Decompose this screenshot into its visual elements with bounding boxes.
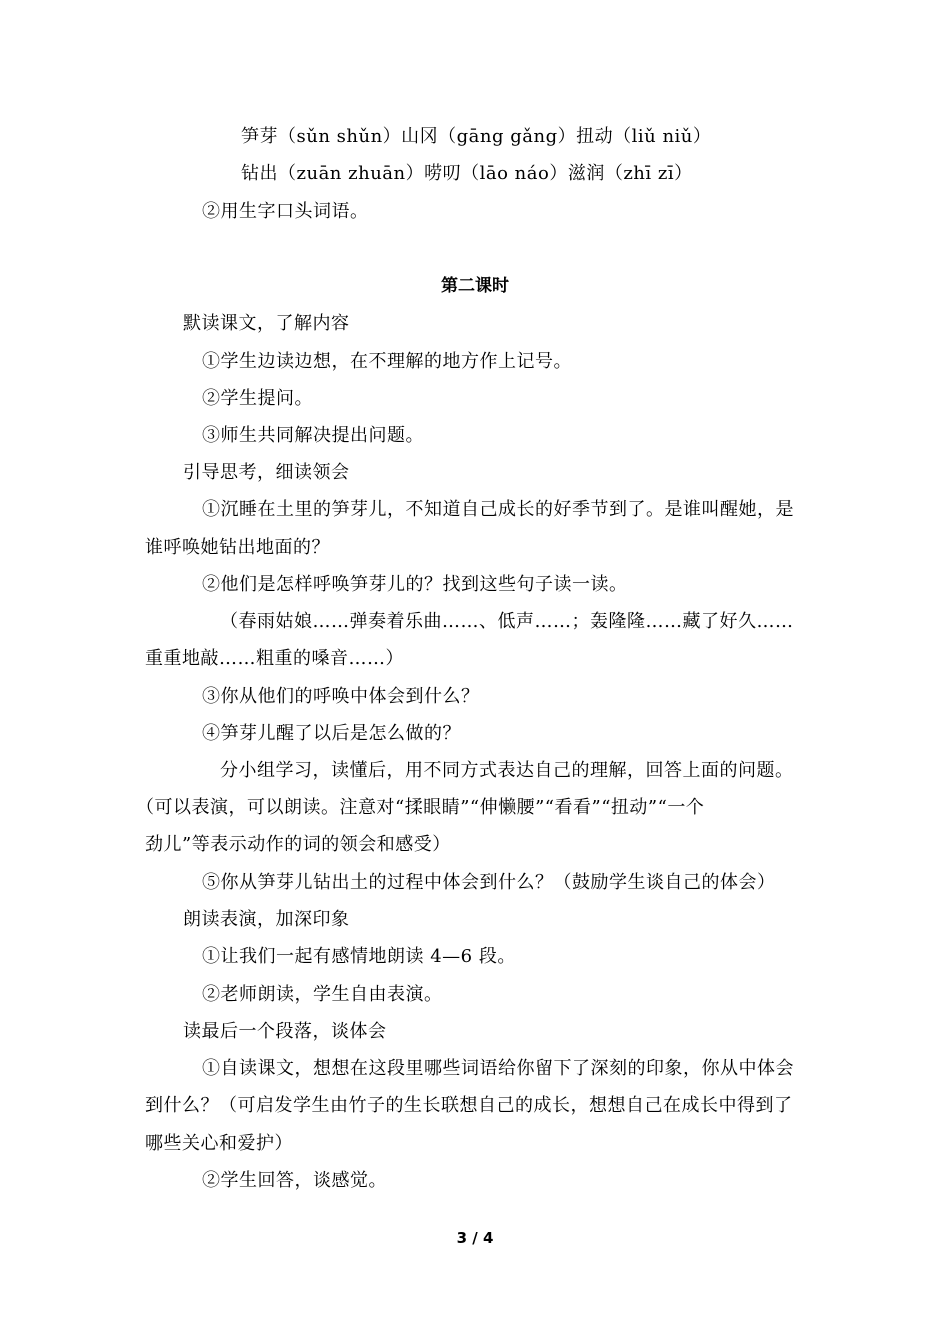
section1-title: 默读课文，了解内容 [183, 313, 350, 334]
section4-p2: ②学生回答，谈感觉。 [202, 1170, 387, 1191]
section3-title: 朗读表演，加深印象 [183, 909, 350, 930]
section4-p1-line1: ①自读课文，想想在这段里哪些词语给你留下了深刻的印象，你从中体会 [202, 1058, 794, 1079]
section3-item-2: ②老师朗读，学生自由表演。 [202, 984, 443, 1005]
section2-q4: ④笋芽儿醒了以后是怎么做的？ [202, 723, 461, 744]
section4-p1-line2: 到什么？（可启发学生由竹子的生长联想自己的成长，想想自己在成长中得到了 [145, 1095, 793, 1116]
page-number: 3 / 4 [456, 1229, 494, 1247]
section2-q3: ③你从他们的呼唤中体会到什么？ [202, 686, 480, 707]
oral-words-item: ②用生字口头词语。 [202, 201, 369, 222]
section2-quote-line2: 重重地敲……粗重的嗓音……） [145, 648, 404, 669]
section4-p1-line3: 哪些关心和爱护） [145, 1133, 293, 1154]
section2-title: 引导思考，细读领会 [183, 462, 350, 483]
section2-q5: ⑤你从笋芽儿钻出土的过程中体会到什么？（鼓励学生谈自己的体会） [202, 872, 776, 893]
pinyin-line-2: 钻出（zuān zhuān）唠叨（lāo náo）滋润（zhī zī） [241, 163, 693, 184]
pinyin-line-1: 笋芽（sǔn shǔn）山冈（gāng gǎng）扭动（liǔ niǔ） [241, 126, 712, 147]
section2-q2: ②他们是怎样呼唤笋芽儿的？找到这些句子读一读。 [202, 574, 628, 595]
section2-q1-line1: ①沉睡在土里的笋芽儿，不知道自己成长的好季节到了。是谁叫醒她，是 [202, 499, 794, 520]
section1-item-2: ②学生提问。 [202, 388, 313, 409]
section1-item-1: ①学生边读边想，在不理解的地方作上记号。 [202, 351, 572, 372]
section3-item-1: ①让我们一起有感情地朗读 4—6 段。 [202, 946, 516, 967]
section2-group-line1: 分小组学习，读懂后，用不同方式表达自己的理解，回答上面的问题。 [220, 760, 794, 781]
section2-group-line3: 劲儿”等表示动作的词的领会和感受） [145, 834, 451, 855]
lesson-heading: 第二课时 [441, 276, 509, 296]
section2-q1-line2: 谁呼唤她钻出地面的？ [145, 537, 330, 558]
section4-title: 读最后一个段落，谈体会 [183, 1021, 387, 1042]
section2-quote-line1: （春雨姑娘……弹奏着乐曲……、低声……；轰隆隆……藏了好久…… [220, 611, 794, 632]
section1-item-3: ③师生共同解决提出问题。 [202, 425, 424, 446]
section2-group-line2: （可以表演，可以朗读。注意对“揉眼睛”“伸懒腰”“看看”“扭动”“一个 [136, 797, 705, 818]
